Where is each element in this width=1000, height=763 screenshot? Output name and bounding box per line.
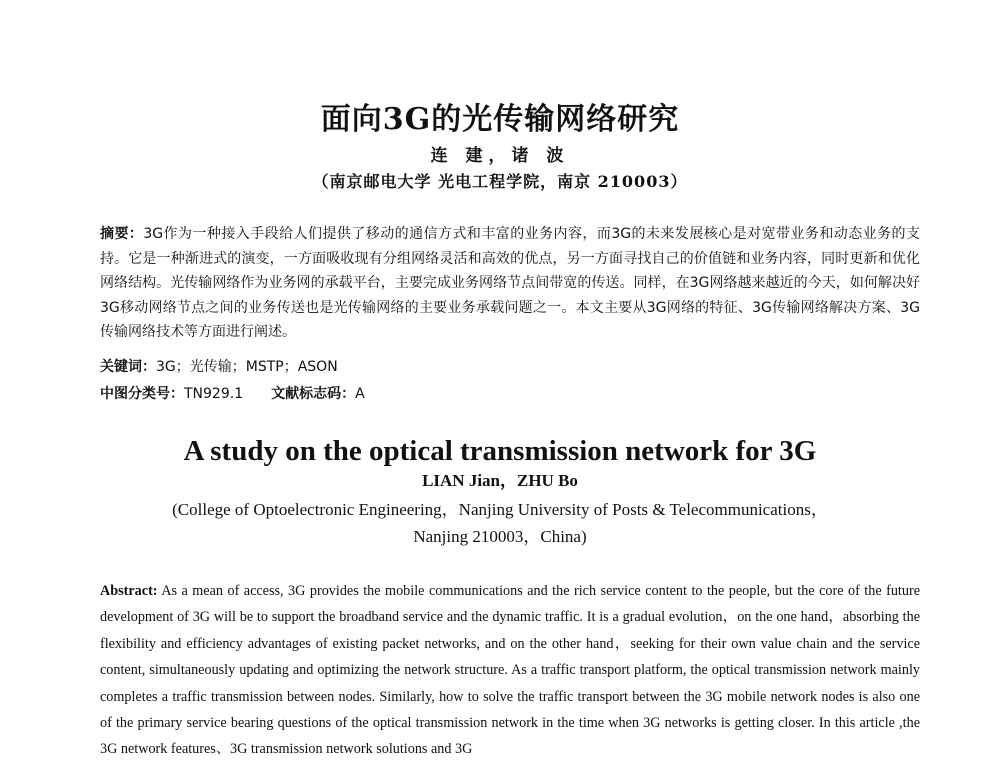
chinese-authors: 连 建，诸 波	[430, 146, 570, 166]
keywords-label: 关键词：	[100, 359, 156, 375]
english-abstract-label: Abstract:	[100, 583, 158, 599]
doc-code-label: 文献标志码：	[271, 386, 356, 402]
english-affiliation	[0, 496, 1000, 550]
english-title: A study on the optical transmission network for 3G	[183, 435, 817, 467]
chinese-abstract	[100, 222, 920, 345]
doc-code-value: A	[355, 386, 365, 402]
english-authors: LIAN Jian，ZHU Bo	[422, 471, 578, 490]
classification-label: 中图分类号：	[100, 386, 184, 402]
english-abstract	[100, 578, 920, 763]
english-affiliation-line2: Nanjing 210003，China)	[413, 527, 587, 546]
chinese-abstract-text: 3G作为一种接入手段给人们提供了移动的通信方式和丰富的业务内容，而3G的未来发展核心是对宽带业务和动态业务的支持。它是一种渐进式的演变，一方面吸收现有分组网络灵活和高效的优点，另一方面寻找自己的价值链和业务内容，同时更新和优化网络结构。光传输网络作为业务网的承载平台，主要完成业务网络节点间带宽的传送。同样，在3G网络越来越近的今天，如何解决好3G移动网络节点之间的业务传送也是光传输网络的主要业务承载问题之一。本文主要从3G网络的特征、3G传输网络解决方案、3G传输网络技术等方面进行阐述。	[100, 226, 921, 340]
keywords-text: 3G；光传输；MSTP；ASON	[156, 359, 338, 375]
chinese-keywords	[100, 357, 338, 377]
chinese-abstract-label: 摘要：	[100, 226, 144, 242]
classification-value: TN929.1	[184, 386, 244, 402]
chinese-affiliation: （南京邮电大学 光电工程学院，南京 210003）	[312, 172, 688, 191]
chinese-classification	[100, 384, 365, 404]
english-affiliation-line1: (College of Optoelectronic Engineering，Nanjing University of Posts & Telecommunications，	[172, 500, 828, 519]
chinese-title: 面向3G的光传输网络研究	[320, 102, 680, 137]
english-abstract-text: As a mean of access, 3G provides the mobile communications and the rich service content to the people, but the core of the future development of 3G will be to support the broadband service and the dynamic traffic. It is a gradual evolution，on the one hand，absorbing the flexibility and efficiency advantages of existing packet networks, and on the other hand，seeking for their own value chain and the service content, simultaneously updating and optimizing the network structure. As a traffic transport platform, the optical transmission network mainly completes a traffic transmission between nodes. Similarly, how to solve the traffic transport between the 3G mobile network nodes is also one of the primary service bearing questions of the optical transmission network in the time when 3G networks is getting closer. In this article ,the 3G network features、3G transmission network solutions and 3G	[100, 583, 920, 758]
